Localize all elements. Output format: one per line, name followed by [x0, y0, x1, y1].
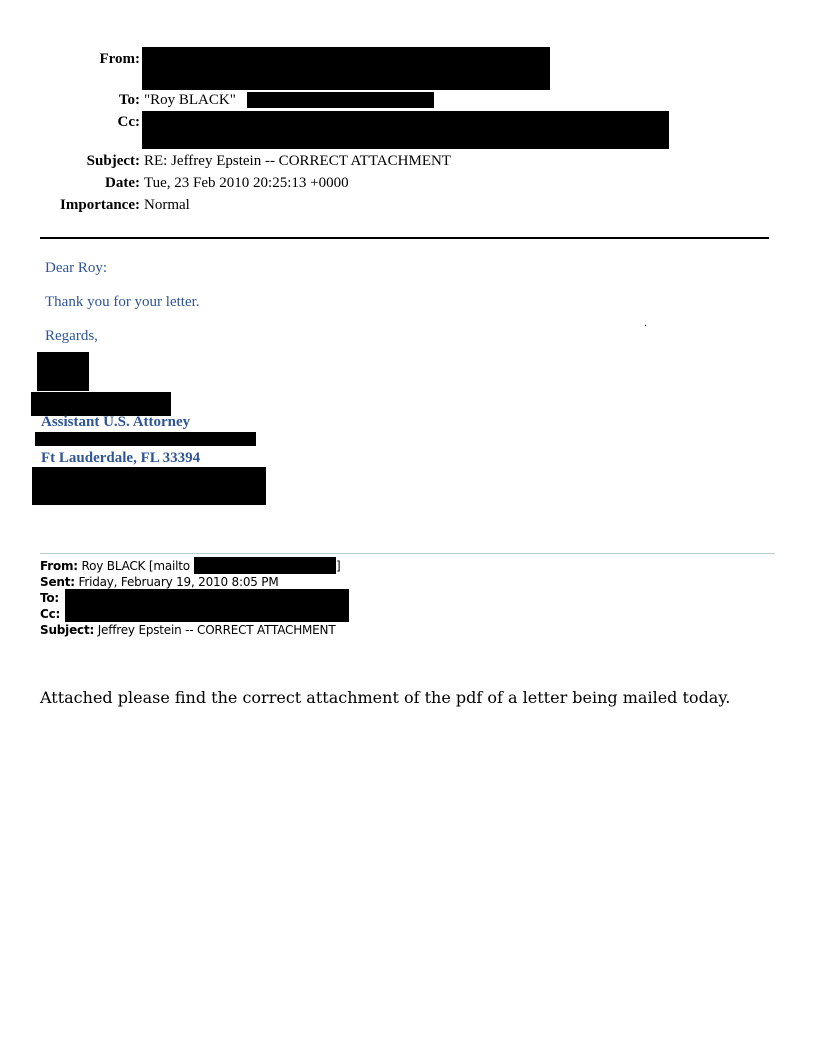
quoted-to-line	[40, 591, 59, 605]
original-message-text: Attached please find the correct attachment of the pdf of a letter being mailed today.	[40, 688, 731, 707]
redaction-to-email	[247, 92, 434, 108]
stray-mark: .	[644, 315, 647, 329]
redaction-from	[142, 47, 550, 90]
to-label: To:	[118, 92, 140, 108]
redaction-cc	[142, 111, 669, 149]
quoted-sent-line	[40, 575, 279, 589]
quoted-sent-value: Friday, February 19, 2010 8:05 PM	[78, 575, 279, 589]
signature-title: Assistant U.S. Attorney	[41, 414, 191, 430]
to-value: "Roy BLACK"	[144, 92, 236, 108]
header-divider	[40, 237, 769, 239]
subject-label: Subject:	[86, 153, 140, 169]
importance-label: Importance:	[60, 197, 140, 213]
body-line: Thank you for your letter.	[45, 294, 200, 310]
greeting: Dear Roy:	[45, 260, 108, 276]
quoted-from-value: Roy BLACK [mailto	[81, 559, 190, 573]
quoted-subject-line	[40, 623, 335, 637]
quoted-subject-value: Jeffrey Epstein -- CORRECT ATTACHMENT	[97, 623, 336, 637]
quoted-from-line	[40, 559, 190, 573]
date-label: Date:	[105, 175, 140, 191]
redaction-signature-address	[35, 432, 256, 446]
signature-location: Ft Lauderdale, FL 33394	[41, 450, 201, 466]
quoted-from-bracket: ]	[336, 559, 341, 573]
quoted-subject-label: Subject:	[40, 623, 95, 637]
quoted-sent-label: Sent:	[40, 575, 75, 589]
redaction-signature-name	[37, 352, 89, 391]
from-label: From:	[99, 51, 140, 67]
quoted-cc-label: Cc:	[40, 607, 61, 621]
redaction-quoted-email	[194, 557, 336, 574]
importance-value: Normal	[144, 197, 190, 213]
quoted-from-label: From:	[40, 559, 78, 573]
subject-value: RE: Jeffrey Epstein -- CORRECT ATTACHMENT	[144, 153, 451, 169]
date-value: Tue, 23 Feb 2010 20:25:13 +0000	[144, 175, 349, 191]
quoted-cc-line	[40, 607, 60, 621]
redaction-quoted-to-cc	[65, 589, 349, 622]
cc-label: Cc:	[117, 114, 140, 130]
closing: Regards,	[45, 328, 98, 344]
quoted-divider	[40, 553, 775, 554]
quoted-to-label: To:	[40, 591, 60, 605]
redaction-signature-contact	[32, 467, 266, 505]
